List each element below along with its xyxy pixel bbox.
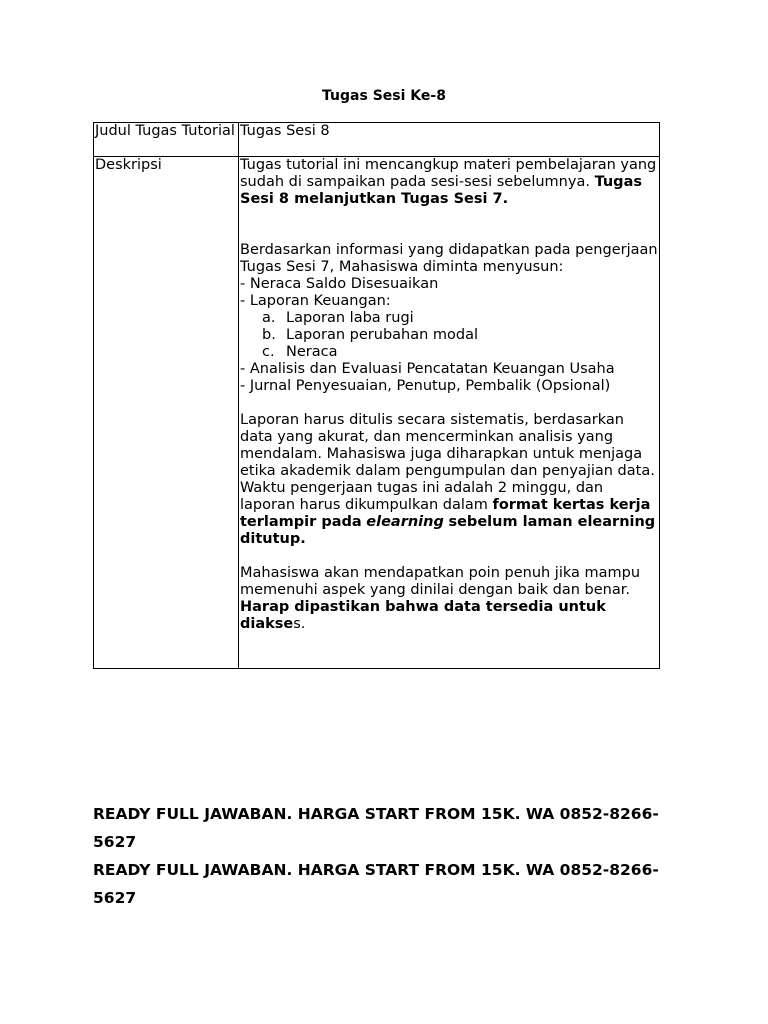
row-label-judul: Judul Tugas Tutorial — [94, 123, 239, 157]
row-value-judul: Tugas Sesi 8 — [239, 123, 660, 157]
table-row — [94, 157, 660, 669]
description-paragraph-3 — [240, 412, 659, 548]
document-title: Tugas Sesi Ke-8 — [322, 88, 446, 104]
deadline-bold-text: sebelum laman elearning ditutup. — [240, 514, 656, 547]
row-value-deskripsi — [239, 157, 660, 669]
list-item — [262, 344, 659, 361]
description-paragraph-2: Berdasarkan informasi yang didapatkan pada pengerjaan Tugas Sesi 7, Mahasiswa diminta menyusun: — [240, 242, 658, 275]
task-table — [93, 122, 660, 669]
deliverable-item: - Jurnal Penyesuaian, Penutup, Pembalik (Opsional) — [240, 378, 611, 394]
promo-line: READY FULL JAWABAN. HARGA START FROM 15K. WA 0852-8266-5627 — [93, 861, 659, 907]
table-row — [94, 123, 660, 157]
promo-line: READY FULL JAWABAN. HARGA START FROM 15K. WA 0852-8266-5627 — [93, 805, 659, 851]
list-marker: c. — [262, 344, 275, 360]
list-marker: a. — [262, 310, 276, 326]
access-bold-text: Harap dipastikan bahwa data tersedia untuk diakse — [240, 599, 606, 632]
deliverable-item: - Laporan Keuangan: — [240, 293, 391, 309]
description-paragraph-4 — [240, 565, 659, 633]
deliverable-item: - Neraca Saldo Disesuaikan — [240, 276, 439, 292]
list-item — [262, 327, 659, 344]
scoring-text: Mahasiswa akan mendapatkan poin penuh jika mampu memenuhi aspek yang dinilai dengan baik dan benar. — [240, 565, 641, 598]
access-tail-text: s. — [293, 616, 306, 632]
intro-bold-text: Tugas Sesi 8 melanjutkan Tugas Sesi 7. — [240, 174, 642, 207]
list-marker: b. — [262, 327, 276, 343]
requirements-text: Laporan harus ditulis secara sistematis, berdasarkan data yang akurat, dan mencerminkan analisis yang mendalam. Mahasiswa juga diharapkan untuk menjaga etika akademik dalam pengumpulan dan penyajian data. Waktu pengerjaan tugas ini adalah 2 minggu, dan laporan harus dikumpulkan dalam — [240, 412, 655, 513]
list-item — [262, 310, 659, 327]
list-item-text: Neraca — [286, 344, 338, 360]
format-bold-text: format kertas kerja terlampir pada — [240, 497, 651, 530]
deliverable-item: - Analisis dan Evaluasi Pencatatan Keuangan Usaha — [240, 361, 615, 377]
list-item-text: Laporan laba rugi — [286, 310, 414, 326]
financial-report-list — [240, 310, 659, 361]
intro-text: Tugas tutorial ini mencangkup materi pembelajaran yang sudah di sampaikan pada sesi-sesi sebelumnya. — [240, 157, 657, 190]
row-label-deskripsi: Deskripsi — [94, 157, 239, 669]
description-paragraph-1 — [240, 157, 659, 208]
elearning-bold-italic: elearning — [366, 514, 444, 530]
list-item-text: Laporan perubahan modal — [286, 327, 479, 343]
